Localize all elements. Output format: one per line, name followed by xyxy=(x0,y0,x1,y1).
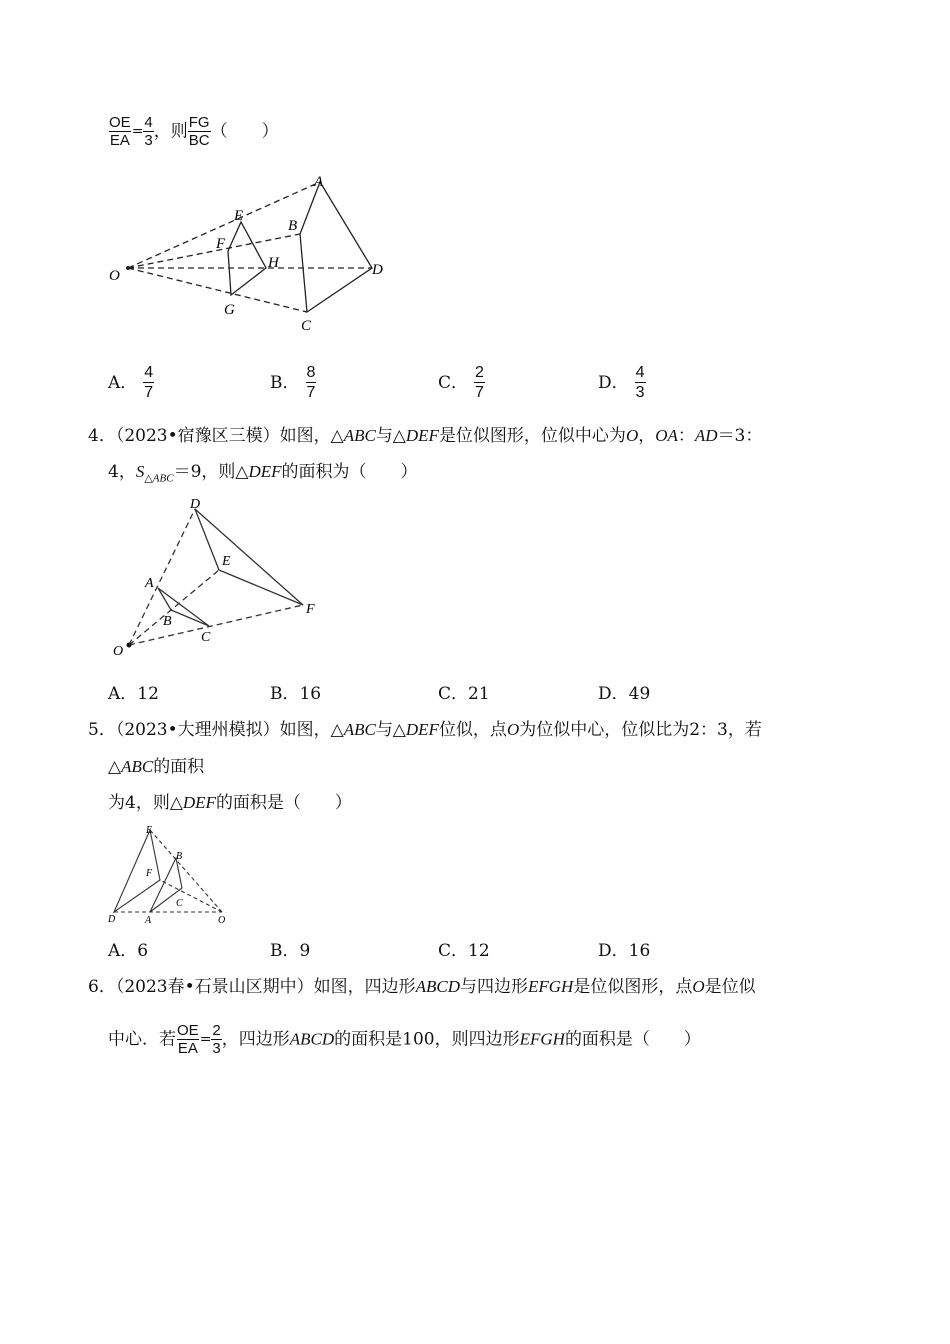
q3-fraction-oe-ea: $\frac{OE}{EA}$ xyxy=(109,114,131,149)
q4-ray-od xyxy=(129,509,195,645)
q3-option-a[interactable]: A． $\frac{4}{7}$ xyxy=(108,364,154,401)
q3-figure xyxy=(100,170,400,340)
q4-label-f: F xyxy=(306,602,315,617)
q4-stem-line1: 4．（2023•宿豫区三模）如图，△ABC与△DEF是位似图形，位似中心为O，OA：AD＝3： xyxy=(88,426,763,446)
q3-quad-efgh xyxy=(228,222,266,295)
q3-option-d[interactable]: D． $\frac{4}{3}$ xyxy=(598,364,645,401)
q5-label-o: O xyxy=(218,915,226,926)
q4-label-e: E xyxy=(222,554,231,569)
q5-label-b: B xyxy=(176,851,183,862)
q5-figure xyxy=(100,822,240,927)
q5-label-a: A xyxy=(145,915,152,926)
q4-option-c[interactable]: C．21 xyxy=(438,684,490,704)
q5-ray-of xyxy=(160,880,222,912)
q3-label-b: B xyxy=(288,218,298,234)
q3-label-o: O xyxy=(109,268,120,284)
q5-label-d: D xyxy=(108,914,116,925)
q3-label-h: H xyxy=(268,255,279,271)
q3-stem: $\frac{OE}{EA}$ = $\frac{4}{3}$ ，则 $\frac{FG}{BC}$ （ ） xyxy=(109,114,279,149)
q5-stem-line2: △ABC的面积 xyxy=(108,757,205,777)
q5-stem-line3: 为4，则△DEF的面积是（ ） xyxy=(108,793,352,813)
q5-label-e: E xyxy=(146,825,153,836)
q5-label-c: C xyxy=(176,898,183,909)
q4-option-a[interactable]: A．12 xyxy=(108,684,159,704)
q5-label-f: F xyxy=(146,868,153,879)
q5-stem-line1: 5．（2023•大理州模拟）如图，△ABC与△DEF位似，点O为位似中心，位似比为2：3，若 xyxy=(88,720,762,740)
q3-label-d: D xyxy=(372,262,383,278)
q3-quad-abcd xyxy=(300,182,372,312)
q5-option-d[interactable]: D．16 xyxy=(598,941,651,961)
q4-label-b: B xyxy=(163,614,172,629)
q4-triangle-def xyxy=(195,509,303,605)
q3-label-c: C xyxy=(301,318,312,334)
q3-ray-oc xyxy=(128,268,307,312)
q6-stem-line1: 6．（2023春•石景山区期中）如图，四边形ABCD与四边形EFGH是位似图形，点O是位似 xyxy=(88,977,756,997)
q6-stem-line2: 中心．若 $\frac{OE}{EA}$ = $\frac{2}{3}$ ，四边形ABCD的面积是100，则四边形EFGH的面积是（ ） xyxy=(108,1022,701,1057)
q4-ray-of xyxy=(129,605,303,645)
q6-fraction-oe-ea: $\frac{OE}{EA}$ xyxy=(177,1022,199,1057)
q5-ray-oe xyxy=(150,830,222,912)
q3-fraction-fg-bc: $\frac{FG}{BC}$ xyxy=(188,114,210,149)
q5-option-a[interactable]: A．6 xyxy=(108,941,149,961)
q4-option-b[interactable]: B．16 xyxy=(270,684,322,704)
q3-label-f: F xyxy=(216,236,226,252)
q4-label-c: C xyxy=(201,630,211,645)
q3-fraction-4-3: $\frac{4}{3}$ xyxy=(144,114,153,149)
q3-label-a: A xyxy=(314,174,324,190)
q4-label-o: O xyxy=(113,644,124,659)
q4-label-a: A xyxy=(145,576,154,591)
q3-option-b[interactable]: B． $\frac{8}{7}$ xyxy=(270,364,316,401)
q5-option-b[interactable]: B．9 xyxy=(270,941,311,961)
q4-stem-line2: 4，$S_{\triangle ABC}=9$，则△DEF的面积为（ ） xyxy=(108,462,418,485)
q5-triangle-def xyxy=(114,830,160,912)
q4-figure xyxy=(105,495,335,665)
q3-option-c[interactable]: C． $\frac{2}{7}$ xyxy=(438,364,484,401)
q4-option-d[interactable]: D．49 xyxy=(598,684,651,704)
q5-option-c[interactable]: C．12 xyxy=(438,941,490,961)
q3-label-e: E xyxy=(234,208,244,224)
q3-label-g: G xyxy=(224,302,235,318)
q6-fraction-2-3: $\frac{2}{3}$ xyxy=(212,1022,221,1057)
q4-label-d: D xyxy=(190,497,201,512)
